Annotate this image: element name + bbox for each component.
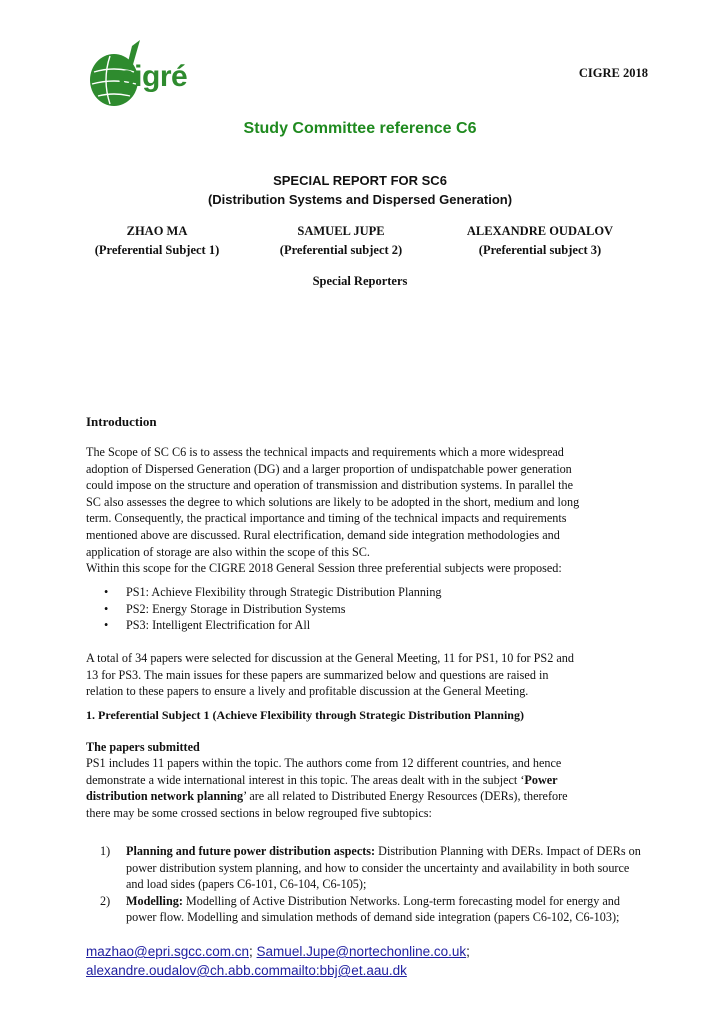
subtopic-title: Planning and future power distribution aspects: xyxy=(126,844,376,858)
summary-paragraph xyxy=(86,650,646,700)
email-link[interactable]: Samuel.Jupe@nortechonline.co.uk xyxy=(256,944,467,959)
list-item xyxy=(104,601,442,618)
paragraph-line: application of storage are also within the scope of this SC. xyxy=(86,544,370,559)
ps1-section-heading: 1. Preferential Subject 1 (Achieve Flexibility through Strategic Distribution Planning) xyxy=(86,708,524,722)
list-item-text: PS2: Energy Storage in Distribution Systems xyxy=(126,601,346,616)
author-role: (Preferential Subject 1) xyxy=(94,243,220,257)
report-title-line1: SPECIAL REPORT FOR SC6 xyxy=(273,173,447,188)
paragraph-line: mentioned above are discussed. Rural electrification, demand side integration methodologies and xyxy=(86,527,560,542)
list-item xyxy=(86,893,646,926)
subtopic-title: Modelling: xyxy=(126,893,183,908)
bold-term: distribution network planning xyxy=(86,789,244,804)
paragraph-line: adoption of Dispersed Generation (DG) and a larger proportion of undispatchable power generation xyxy=(86,461,572,476)
study-committee-title: Study Committee reference C6 xyxy=(243,120,477,137)
list-number: 1) xyxy=(100,844,111,858)
subtopic-text: Modelling of Active Distribution Networks. Long-term forecasting model for energy and power flow. Modelling and simulation methods of demand side integration (papers C6-102, C6-103); xyxy=(126,893,620,925)
contact-line-1 xyxy=(86,942,470,961)
preferential-subjects-list xyxy=(104,584,442,634)
author-name: ALEXANDRE OUDALOV xyxy=(466,224,614,238)
list-number: 2) xyxy=(100,893,111,908)
author-role: (Preferential subject 2) xyxy=(279,243,403,257)
report-title xyxy=(0,171,720,209)
email-link[interactable]: mazhao@epri.sgcc.com.cn xyxy=(86,944,250,959)
email-link[interactable]: alexandre.oudalov@ch.abb.commailto:bbj@et.aau.dk xyxy=(86,963,407,978)
bold-term: Power xyxy=(524,772,558,787)
special-reporters-label: Special Reporters xyxy=(312,274,408,288)
paragraph-line: there may be some crossed sections in below regrouped five subtopics: xyxy=(86,805,432,820)
paragraph-line xyxy=(86,772,646,789)
separator: ; xyxy=(466,944,470,959)
logo-wordmark: cigré xyxy=(118,60,188,93)
author-2 xyxy=(266,222,416,260)
paragraph-line: A total of 34 papers were selected for discussion at the General Meeting, 11 for PS1, 10 for PS2 and xyxy=(86,651,574,665)
author-role: (Preferential subject 3) xyxy=(478,243,602,257)
list-item-text: PS1: Achieve Flexibility through Strategic Distribution Planning xyxy=(126,585,442,599)
paragraph-line: Within this scope for the CIGRE 2018 General Session three preferential subjects were proposed: xyxy=(86,561,562,576)
subtopics-list xyxy=(86,843,646,926)
author-name: ZHAO MA xyxy=(126,224,188,238)
introduction-paragraph xyxy=(86,444,646,577)
paragraph-text: demonstrate a wide international interest in this topic. The areas dealt with in the subject ‘ xyxy=(86,772,525,787)
report-title-line2: (Distribution Systems and Dispersed Generation) xyxy=(207,192,513,207)
introduction-heading: Introduction xyxy=(86,414,157,429)
author-1 xyxy=(82,222,232,260)
author-name: SAMUEL JUPE xyxy=(297,224,385,238)
paragraph-text: ’ are all related to Distributed Energy Resources (DERs), therefore xyxy=(243,789,568,804)
paragraph-line: could impose on the structure and operation of transmission and distribution systems. In parallel the xyxy=(86,478,574,493)
separator: ; xyxy=(249,944,253,959)
list-item xyxy=(104,617,442,634)
contact-line-2 xyxy=(86,961,470,980)
list-item-text: PS3: Intelligent Electrification for All xyxy=(126,618,311,632)
list-item xyxy=(86,843,646,893)
papers-submitted-heading: The papers submitted xyxy=(86,740,200,754)
paragraph-line: SC also assesses the degree to which solutions are likely to be adopted in the short, medium and long xyxy=(86,494,580,509)
paragraph-line: relation to these papers to ensure a lively and profitable discussion at the General Meeting. xyxy=(86,684,529,699)
paragraph-line: PS1 includes 11 papers within the topic. The authors come from 12 different countries, and hence xyxy=(86,756,562,770)
contact-emails xyxy=(86,942,470,980)
paragraph-line: The Scope of SC C6 is to assess the technical impacts and requirements which a more widespread xyxy=(86,445,564,459)
subtopic-text: Distribution Planning with DERs. Impact of DERs on power distribution system planning, and how to consider the uncertainty and availability in both source and load sides (papers C6-101, C6-104, C6-105); xyxy=(126,844,641,892)
conference-label: CIGRE 2018 xyxy=(578,66,648,80)
paragraph-line xyxy=(86,788,646,805)
paragraph-line: term. Consequently, the practical importance and timing of the technical impacts and requirements xyxy=(86,511,567,526)
list-item xyxy=(104,584,442,601)
author-3 xyxy=(440,222,640,260)
paragraph-line: 13 for PS3. The main issues for these papers are summarized below and questions are raised in xyxy=(86,667,549,682)
papers-paragraph xyxy=(86,755,646,821)
